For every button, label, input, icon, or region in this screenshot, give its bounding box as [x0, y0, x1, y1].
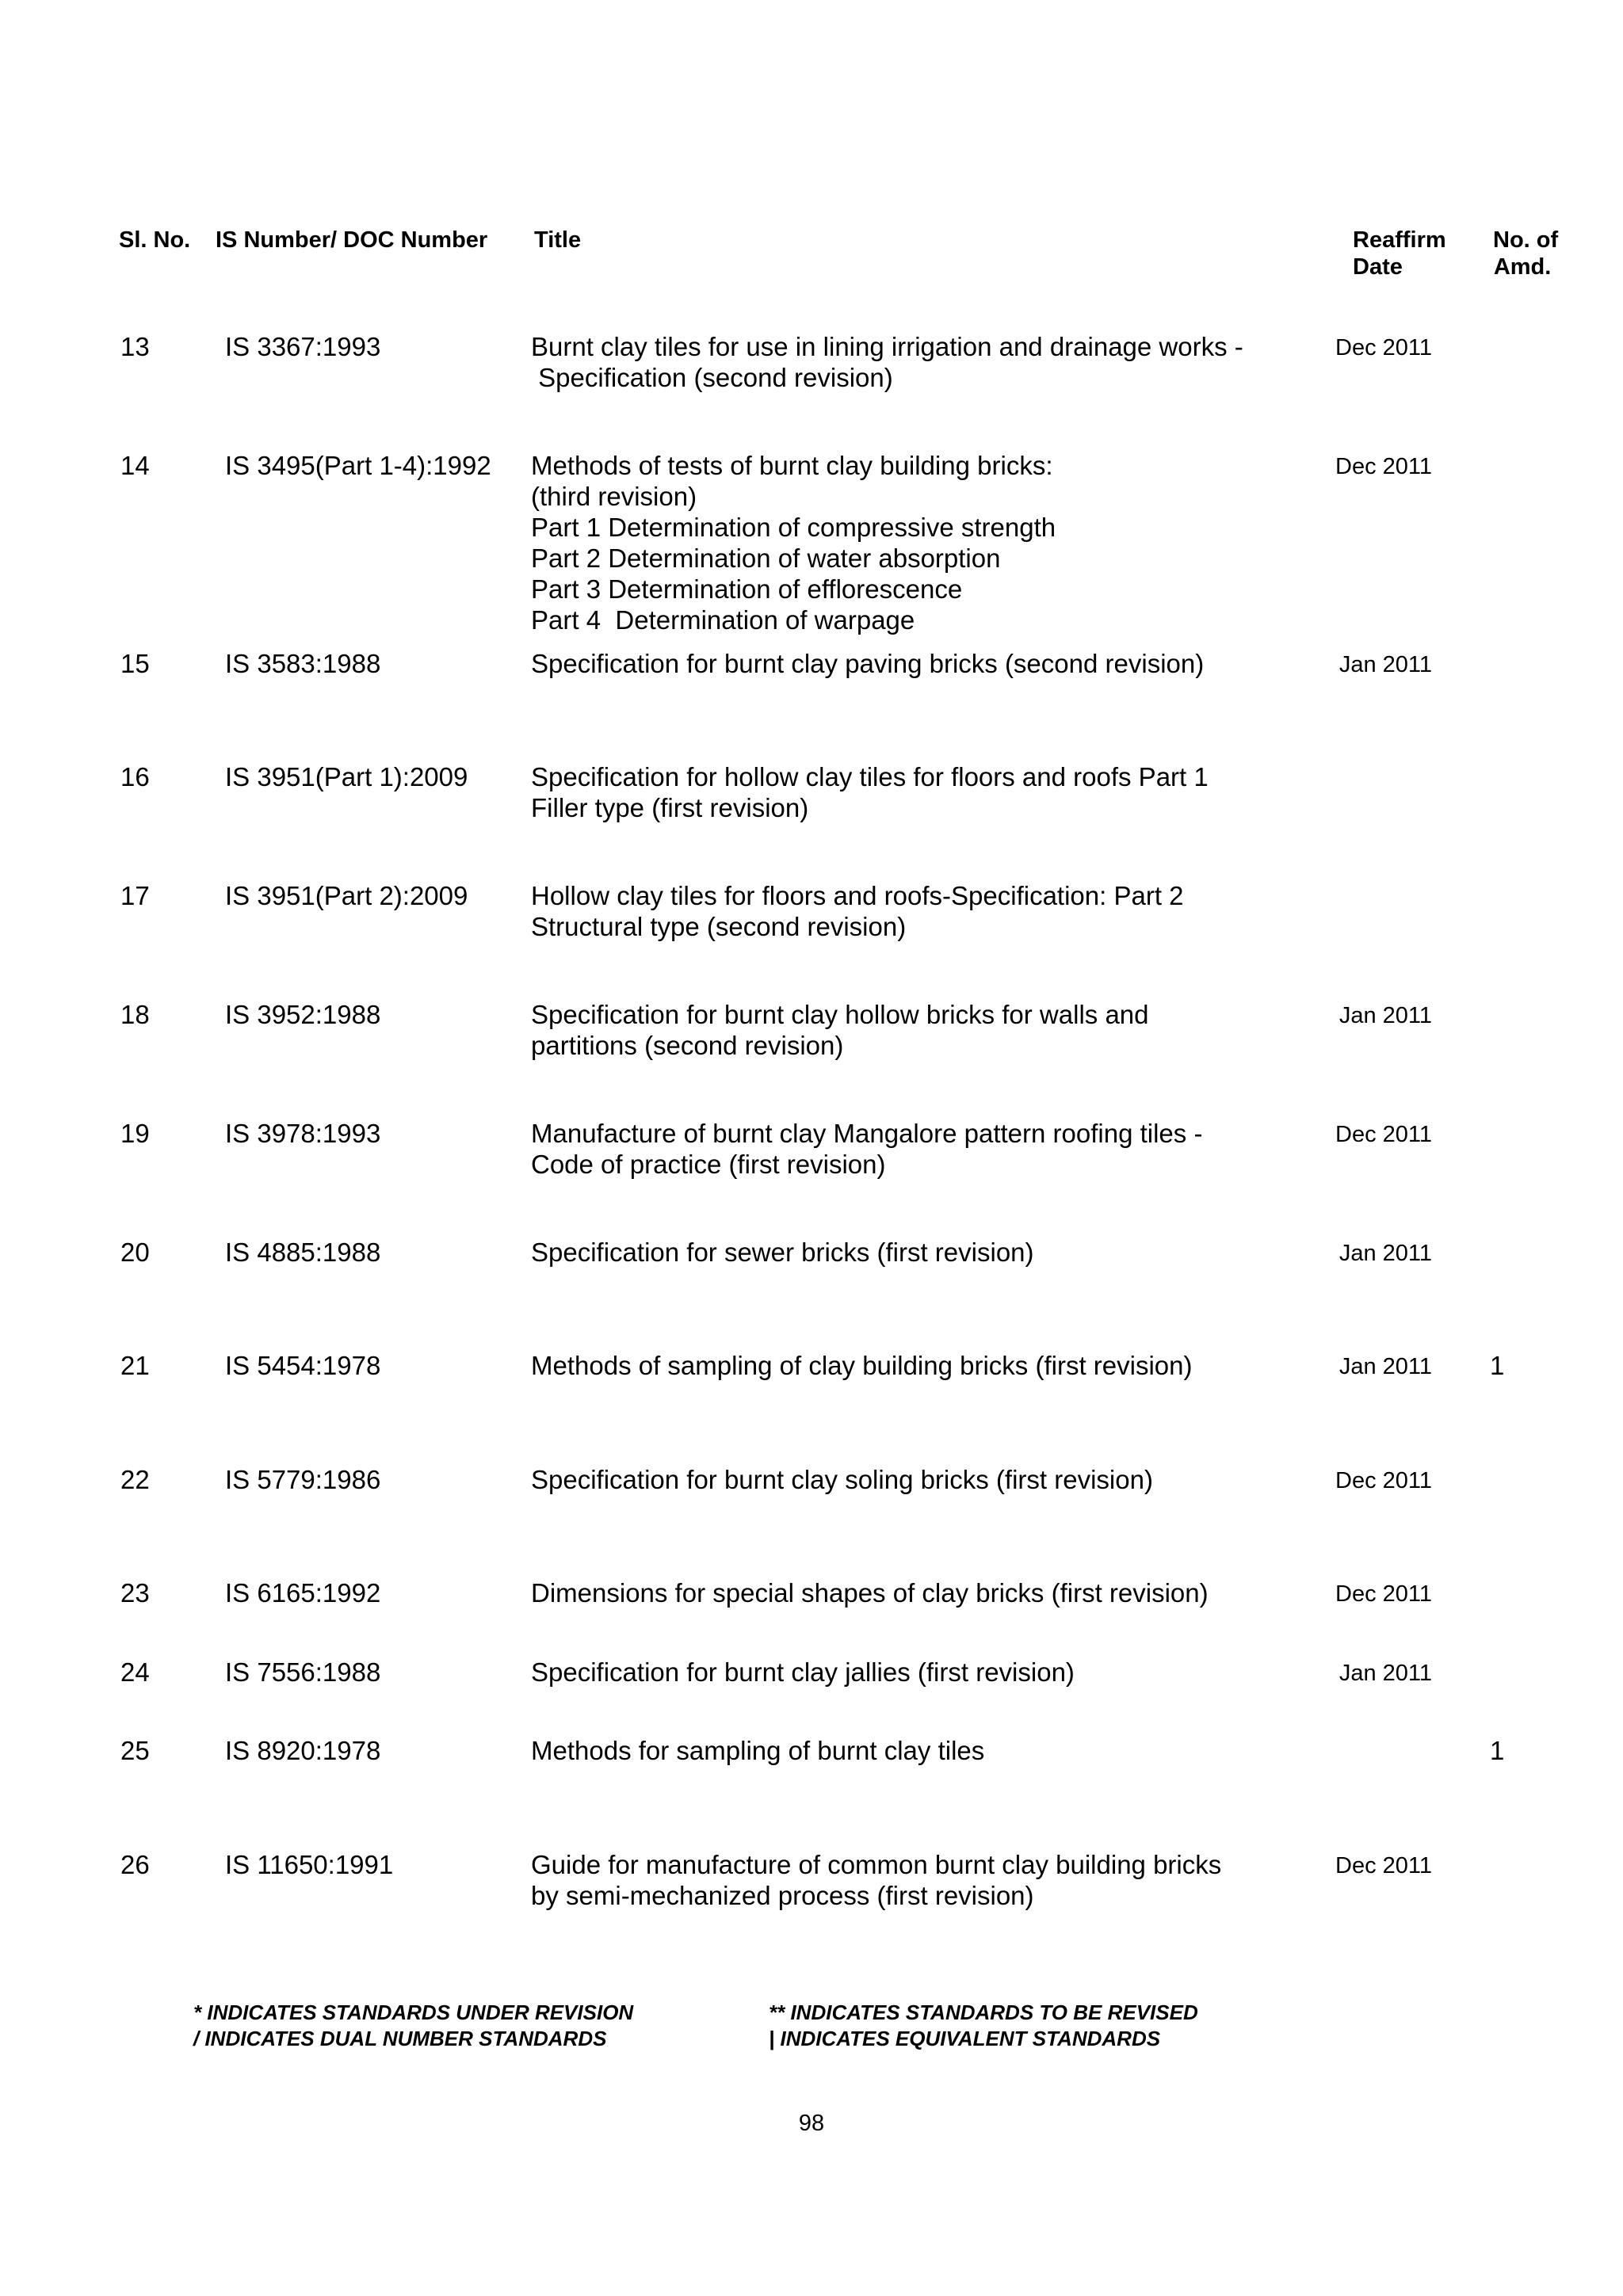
row-is-number: IS 3952:1988 [225, 1000, 381, 1029]
row-title-line: by semi-mechanized process (first revision) [531, 1881, 1034, 1910]
header-no-of-amd [1487, 227, 1558, 280]
row-title [531, 1849, 1221, 1911]
row-sl-no: 16 [120, 762, 150, 791]
row-title-line: Specification for sewer bricks (first revision) [531, 1238, 1034, 1267]
row-title [531, 1735, 984, 1766]
row-title [531, 1657, 1075, 1688]
row-reaffirm-date: Dec 2011 [1335, 335, 1432, 360]
row-title-line: Specification for hollow clay tiles for floors and roofs Part 1 [531, 762, 1209, 791]
row-reaffirm-date: Jan 2011 [1338, 1003, 1432, 1028]
row-reaffirm-date: Jan 2011 [1338, 1241, 1432, 1266]
header-reaffirm-line-2: Date [1353, 254, 1403, 280]
row-title [531, 999, 1149, 1061]
row-title-line: Specification (second revision) [531, 363, 893, 392]
row-sl-no: 14 [120, 451, 150, 480]
row-reaffirm-date: Dec 2011 [1335, 1853, 1432, 1878]
header-amd-line-2: Amd. [1493, 254, 1552, 280]
row-title [531, 880, 1184, 942]
row-sl-no: 17 [120, 881, 150, 910]
row-is-number: IS 11650:1991 [225, 1850, 394, 1879]
row-sl-no: 26 [120, 1850, 150, 1879]
row-is-number: IS 3978:1993 [225, 1119, 381, 1148]
row-is-number: IS 6165:1992 [225, 1578, 381, 1608]
row-is-number: IS 5779:1986 [225, 1465, 381, 1494]
header-is-number: IS Number/ DOC Number [216, 227, 488, 253]
row-title-line: Manufacture of burnt clay Mangalore pattern roofing tiles - [531, 1119, 1203, 1148]
legend-dual-number: / INDICATES DUAL NUMBER STANDARDS [193, 2027, 607, 2050]
row-title [531, 648, 1204, 679]
row-title-line: Structural type (second revision) [531, 912, 907, 941]
row-title [531, 331, 1243, 393]
row-title-line: Part 3 Determination of efflorescence [531, 574, 963, 604]
row-sl-no: 22 [120, 1465, 150, 1494]
legend-under-revision: * INDICATES STANDARDS UNDER REVISION [193, 2000, 634, 2024]
row-title [531, 761, 1209, 823]
row-title-line: partitions (second revision) [531, 1031, 844, 1060]
row-title [531, 1464, 1153, 1495]
header-reaffirm-date [1353, 227, 1446, 280]
row-title-line: Methods of tests of burnt clay building bricks: [531, 451, 1053, 480]
row-reaffirm-date: Dec 2011 [1335, 1468, 1432, 1493]
page-number: 98 [798, 2111, 825, 2136]
row-reaffirm-date: Dec 2011 [1335, 454, 1432, 479]
row-sl-no: 21 [120, 1351, 150, 1380]
row-title-line: Code of practice (first revision) [531, 1150, 886, 1179]
row-is-number: IS 7556:1988 [225, 1657, 381, 1687]
row-is-number: IS 3367:1993 [225, 332, 381, 361]
row-title-line: Dimensions for special shapes of clay bricks (first revision) [531, 1578, 1209, 1608]
row-reaffirm-date: Jan 2011 [1338, 652, 1432, 677]
row-title-line: Methods of sampling of clay building bricks (first revision) [531, 1351, 1193, 1380]
row-title-line: Specification for burnt clay hollow bricks for walls and [531, 1000, 1149, 1029]
row-title-line: Specification for burnt clay paving bricks (second revision) [531, 649, 1205, 678]
header-sl-no: Sl. No. [119, 227, 191, 253]
row-title [531, 1577, 1209, 1608]
row-sl-no: 23 [120, 1578, 150, 1608]
row-title-line: Specification for burnt clay jallies (first revision) [531, 1657, 1075, 1687]
legend-equivalent: | INDICATES EQUIVALENT STANDARDS [769, 2027, 1161, 2050]
legend-to-be-revised: ** INDICATES STANDARDS TO BE REVISED [769, 2000, 1198, 2024]
row-reaffirm-date: Dec 2011 [1335, 1581, 1432, 1607]
row-is-number: IS 3951(Part 2):2009 [225, 881, 468, 910]
row-title [531, 450, 1056, 635]
row-sl-no: 24 [120, 1657, 150, 1687]
header-title: Title [534, 227, 582, 253]
row-title [531, 1118, 1202, 1180]
row-is-number: IS 3951(Part 1):2009 [225, 762, 468, 791]
row-title-line: Specification for burnt clay soling bricks (first revision) [531, 1465, 1153, 1494]
row-is-number: IS 5454:1978 [225, 1351, 381, 1380]
row-is-number: IS 3583:1988 [225, 649, 381, 678]
row-is-number: IS 8920:1978 [225, 1736, 381, 1765]
row-sl-no: 19 [120, 1119, 150, 1148]
row-title-line: Filler type (first revision) [531, 793, 809, 822]
row-is-number: IS 3495(Part 1-4):1992 [225, 451, 491, 480]
row-title [531, 1237, 1034, 1268]
row-title-line: Part 2 Determination of water absorption [531, 543, 1001, 573]
row-reaffirm-date: Dec 2011 [1335, 1122, 1432, 1147]
row-amendments: 1 [1490, 1351, 1505, 1380]
row-title-line: Part 1 Determination of compressive strength [531, 513, 1056, 542]
row-sl-no: 20 [120, 1238, 150, 1267]
row-sl-no: 25 [120, 1736, 150, 1765]
row-title-line: (third revision) [531, 482, 697, 511]
row-title [531, 1350, 1193, 1381]
row-is-number: IS 4885:1988 [225, 1238, 381, 1267]
row-sl-no: 13 [120, 332, 150, 361]
row-title-line: Burnt clay tiles for use in lining irrigation and drainage works - [531, 332, 1243, 361]
row-reaffirm-date: Jan 2011 [1338, 1354, 1432, 1379]
row-title-line: Guide for manufacture of common burnt clay building bricks [531, 1850, 1222, 1879]
row-amendments: 1 [1490, 1736, 1505, 1765]
row-title-line: Part 4 Determination of warpage [531, 605, 915, 635]
row-reaffirm-date: Jan 2011 [1338, 1661, 1432, 1686]
row-sl-no: 15 [120, 649, 150, 678]
header-amd-line-1: No. of [1493, 227, 1559, 253]
header-reaffirm-line-1: Reaffirm [1353, 227, 1446, 253]
row-sl-no: 18 [120, 1000, 150, 1029]
row-title-line: Hollow clay tiles for floors and roofs-Specification: Part 2 [531, 881, 1184, 910]
row-title-line: Methods for sampling of burnt clay tiles [531, 1736, 985, 1765]
